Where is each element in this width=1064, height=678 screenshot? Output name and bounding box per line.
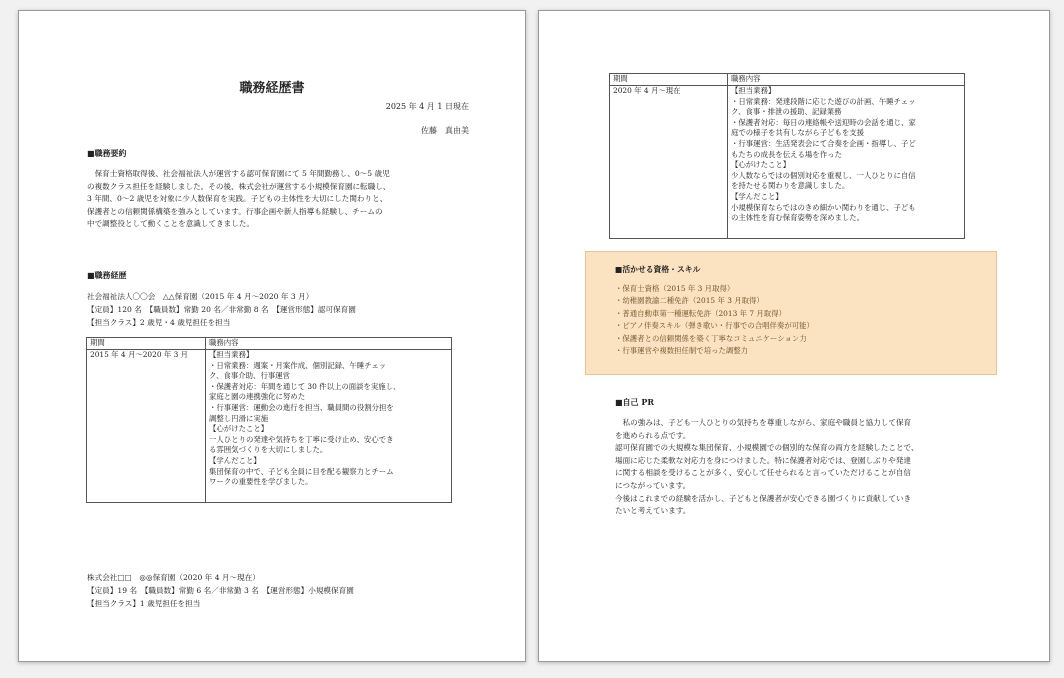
job2-table xyxy=(609,73,965,239)
content-header: 職務内容 xyxy=(728,74,965,86)
document-date: 2025 年 4 月 1 日現在 xyxy=(385,102,469,111)
document-title: 職務経歴書 xyxy=(239,81,305,96)
history-heading: ■職務経歴 xyxy=(87,270,127,280)
skills-list xyxy=(615,283,814,357)
list-item: ・保護者との信頼関係を築く丁寧なコミュニケーション力 xyxy=(615,333,807,343)
period-header: 期間 xyxy=(610,74,728,86)
skills-heading: ■活かせる資格・スキル xyxy=(615,265,701,274)
document-page-1 xyxy=(18,10,526,662)
author-name: 佐藤 真由美 xyxy=(421,126,469,135)
pr-text: 私の強みは、子ども一人ひとりの気持ちを尊重しながら、家庭や職員と協力して保育 を進められる点です。 認可保育園での大規模な集団保育、小規模園での個別的な保育の両方を経験したことで、 場面に応じた柔軟な対応力を身につけました。特に保護者対応では、登園しぶりや発達 に関する相談を受けることが多く、安心して任せられると言っていただけることが自信 につながっています。 今後はこれまでの経験を活かし、子どもと保護者が安心できる園づくりに貢献していき たいと考えています。 xyxy=(615,418,919,516)
content-header: 職務内容 xyxy=(206,338,452,350)
job1-details: 【定員】120 名 【職員数】常勤 20 名／非常勤 8 名 【運営形態】認可保育園 xyxy=(87,305,356,314)
job1-table xyxy=(86,337,452,503)
period-cell: 2020 年 4 月～現在 xyxy=(610,86,728,239)
job1-class: 【担当クラス】2 歳児・4 歳児担任を担当 xyxy=(87,318,231,327)
table-header-row xyxy=(87,338,452,350)
table-row xyxy=(87,350,452,503)
list-item: ・保育士資格（2015 年 3 月取得） xyxy=(615,284,735,293)
skills-box xyxy=(585,251,997,375)
job2-company: 株式会社□□ ◎◎保育園（2020 年 4 月～現在） xyxy=(87,573,260,582)
job2-class: 【担当クラス】1 歳児担任を担当 xyxy=(87,599,201,608)
pr-heading: ■自己 PR xyxy=(615,397,655,407)
content-cell: 【担当業務】 ・日常業務：週案・月案作成、個別記録、午睡チェッ ク、食事介助、行事運営 ・保護者対応：年間を通じて 30 件以上の面談を実施し、 家庭と園の連携強化に努めた ・行事運営：運動会の進行を担当、職員間の役割分担を 調整し円滑に実施 【心がけたこと】 一人ひとりの発達や気持ちを丁寧に受け止め、安心でき る雰囲気づくりを大切にしました。 【学んだこと】 集団保育の中で、子ども全員に目を配る観察力とチーム ワークの重要性を学びました。 xyxy=(206,350,452,503)
list-item: ・行事運営や複数担任制で培った調整力 xyxy=(615,346,749,356)
list-item: ・ピアノ伴奏スキル（弾き歌い・行事での合唱伴奏が可能） xyxy=(615,321,814,331)
list-item: ・幼稚園教諭二種免許（2015 年 3 月取得） xyxy=(615,296,764,306)
list-item: ・普通自動車第一種運転免許（2013 年 7 月取得） xyxy=(615,308,786,318)
document-page-2 xyxy=(538,10,1050,662)
summary-text: 保育士資格取得後、社会福祉法人が運営する認可保育園にて 5 年間勤務し、0～5 歳児 の複数クラス担任を経験しました。その後、株式会社が運営する小規模保育園に転職し、 3 年間、0～2 歳児を対象に少人数保育を実践。子どもの主体性を大切にした関わりと、 保護者との信頼関係構築を強みとしています。行事企画や新人指導も経験し、チームの 中で調整役として動くことを意識してきました。 xyxy=(87,169,391,229)
table-row xyxy=(610,86,965,239)
period-cell: 2015 年 4 月～2020 年 3 月 xyxy=(87,350,206,503)
job2-details: 【定員】19 名 【職員数】常勤 6 名／非常勤 3 名 【運営形態】小規模保育園 xyxy=(87,586,354,595)
job1-company: 社会福祉法人〇〇会 △△保育園（2015 年 4 月～2020 年 3 月） xyxy=(87,292,314,301)
period-header: 期間 xyxy=(87,338,206,350)
summary-heading: ■職務要約 xyxy=(87,148,127,158)
content-cell: 【担当業務】 ・日常業務：発達段階に応じた遊びの計画、午睡チェッ ク、食事・排泄の援助、記録業務 ・保護者対応：毎日の連絡帳や送迎時の会話を通じ、家 庭での様子を共有しながら子どもを支援 ・行事運営：生活発表会にて合奏を企画・指導し、子ど もたちの成長を伝える場を作った 【心がけたこと】 少人数ならではの個別対応を重視し、一人ひとりに自信 を持たせる関わりを意識しました。 【学んだこと】 小規模保育ならではのきめ細かい関わりを通じ、子ども の主体性を育む保育姿勢を深めました。 xyxy=(728,86,965,239)
table-header-row xyxy=(610,74,965,86)
